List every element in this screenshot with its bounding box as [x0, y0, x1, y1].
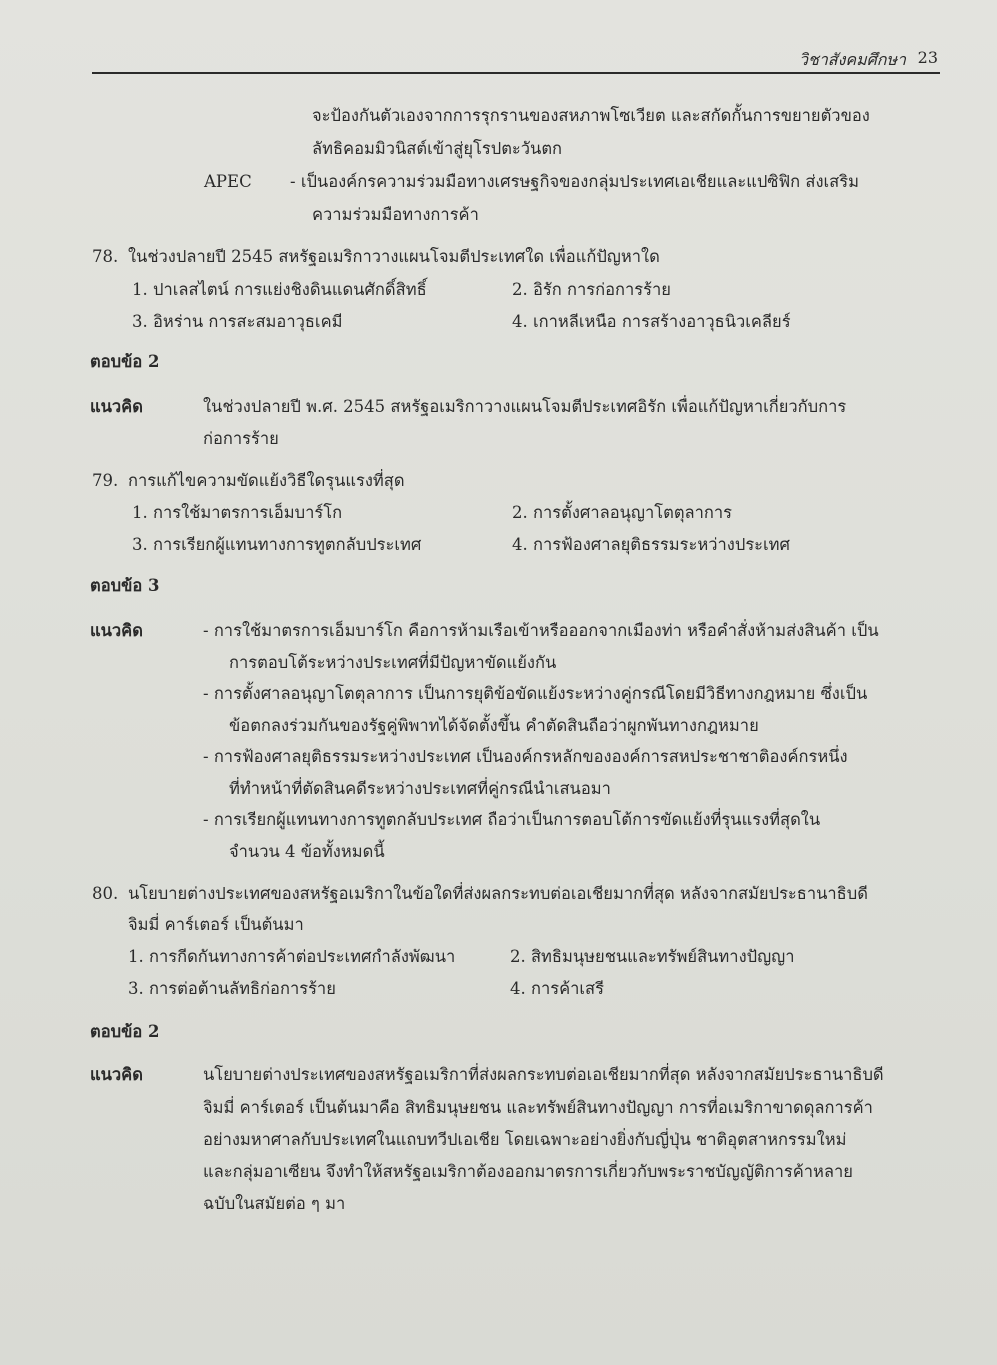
q79-explain-line-7: - การเรียกผู้แทนทางการทูตกลับประเทศ ถือว่าเป็นการตอบโต้การขัดแย้งที่รุนแรงที่สุดใน — [203, 810, 821, 829]
apec-line-2: ความร่วมมือทางการค้า — [312, 205, 479, 224]
q80-explain-line-1: นโยบายต่างประเทศของสหรัฐอเมริกาที่ส่งผลกระทบต่อเอเชียมากที่สุด หลังจากสมัยประธานาธิบดี — [203, 1065, 884, 1084]
q79-explain-line-2: การตอบโต้ระหว่างประเทศที่มีปัญหาขัดแย้งกัน — [229, 653, 557, 672]
q78-explain-line-2: ก่อการร้าย — [203, 429, 279, 448]
q79-explain-label: แนวคิด — [90, 621, 143, 640]
q79-explain-line-8: จำนวน 4 ข้อทั้งหมดนี้ — [229, 842, 385, 861]
intro-line-2: ลัทธิคอมมิวนิสต์เข้าสู่ยุโรปตะวันตก — [312, 139, 563, 158]
q79-question: การแก้ไขความขัดแย้งวิธีใดรุนแรงที่สุด — [128, 471, 405, 490]
q79-option-3: 3. การเรียกผู้แทนทางการทูตกลับประเทศ — [132, 535, 422, 554]
q80-explain-line-5: ฉบับในสมัยต่อ ๆ มา — [203, 1194, 346, 1213]
q78-option-1: 1. ปาเลสไตน์ การแย่งชิงดินแดนศักดิ์สิทธิ์ — [132, 280, 427, 299]
q78-explain-label: แนวคิด — [90, 397, 143, 416]
q78-answer: ตอบข้อ 2 — [90, 352, 160, 371]
q79-explain-line-4: ข้อตกลงร่วมกันของรัฐคู่พิพาทได้จัดตั้งขึ้น คำตัดสินถือว่าผูกพันทางกฎหมาย — [229, 716, 759, 735]
q78-option-2: 2. อิรัก การก่อการร้าย — [512, 280, 671, 299]
q78-number: 78. — [92, 247, 119, 266]
q80-answer: ตอบข้อ 2 — [90, 1022, 160, 1041]
q80-question-line-2: จิมมี่ คาร์เตอร์ เป็นต้นมา — [128, 915, 304, 934]
q79-explain-line-3: - การตั้งศาลอนุญาโตตุลาการ เป็นการยุติข้อขัดแย้งระหว่างคู่กรณีโดยมีวิธีทางกฎหมาย ซึ่งเป็น — [203, 684, 868, 703]
q79-number: 79. — [92, 471, 119, 490]
q80-option-1: 1. การกีดกันทางการค้าต่อประเทศกำลังพัฒนา — [128, 947, 456, 966]
apec-line-1: - เป็นองค์กรความร่วมมือทางเศรษฐกิจของกลุ่มประเทศเอเชียและแปซิฟิก ส่งเสริม — [290, 172, 859, 191]
q80-explain-line-3: อย่างมหาศาลกับประเทศในแถบทวีปเอเชีย โดยเฉพาะอย่างยิ่งกับญี่ปุ่น ชาติอุตสาหกรรมใหม่ — [203, 1130, 847, 1149]
q79-option-1: 1. การใช้มาตรการเอ็มบาร์โก — [132, 503, 343, 522]
page-number: 23 — [917, 48, 938, 67]
q78-option-3: 3. อิหร่าน การสะสมอาวุธเคมี — [132, 312, 343, 331]
q80-question-line-1: นโยบายต่างประเทศของสหรัฐอเมริกาในข้อใดที่ส่งผลกระทบต่อเอเชียมากที่สุด หลังจากสมัยประธานาธิบดี — [128, 884, 868, 903]
q80-number: 80. — [92, 884, 119, 903]
q78-option-4: 4. เกาหลีเหนือ การสร้างอาวุธนิวเคลียร์ — [512, 312, 791, 331]
page-header — [92, 44, 940, 74]
q80-option-4: 4. การค้าเสรี — [510, 979, 604, 998]
q78-question: ในช่วงปลายปี 2545 สหรัฐอเมริกาวางแผนโจมตีประเทศใด เพื่อแก้ปัญหาใด — [128, 247, 660, 266]
q79-explain-line-1: - การใช้มาตรการเอ็มบาร์โก คือการห้ามเรือเข้าหรือออกจากเมืองท่า หรือคำสั่งห้ามส่งสินค้า เป็น — [203, 621, 879, 640]
q78-explain-line-1: ในช่วงปลายปี พ.ศ. 2545 สหรัฐอเมริกาวางแผนโจมตีประเทศอิรัก เพื่อแก้ปัญหาเกี่ยวกับการ — [203, 397, 847, 416]
q80-option-2: 2. สิทธิมนุษยชนและทรัพย์สินทางปัญญา — [510, 947, 795, 966]
header-title: วิชาสังคมศึกษา — [798, 50, 906, 69]
q79-explain-line-5: - การฟ้องศาลยุติธรรมระหว่างประเทศ เป็นองค์กรหลักขององค์การสหประชาชาติองค์กรหนึ่ง — [203, 747, 848, 766]
apec-label: APEC — [204, 172, 252, 191]
intro-line-1: จะป้องกันตัวเองจากการรุกรานของสหภาพโซเวียต และสกัดกั้นการขยายตัวของ — [312, 106, 870, 125]
q80-option-3: 3. การต่อต้านลัทธิก่อการร้าย — [128, 979, 336, 998]
q79-answer: ตอบข้อ 3 — [90, 576, 160, 595]
q80-explain-line-2: จิมมี่ คาร์เตอร์ เป็นต้นมาคือ สิทธิมนุษยชน และทรัพย์สินทางปัญญา การที่อเมริกาขาดดุลการค้า — [203, 1098, 873, 1117]
q80-explain-label: แนวคิด — [90, 1065, 143, 1084]
q79-option-2: 2. การตั้งศาลอนุญาโตตุลาการ — [512, 503, 733, 522]
q79-explain-line-6: ที่ทำหน้าที่ตัดสินคดีระหว่างประเทศที่คู่กรณีนำเสนอมา — [229, 779, 611, 798]
q80-explain-line-4: และกลุ่มอาเซียน จึงทำให้สหรัฐอเมริกาต้องออกมาตรการเกี่ยวกับพระราชบัญญัติการค้าหลาย — [203, 1162, 853, 1181]
q79-option-4: 4. การฟ้องศาลยุติธรรมระหว่างประเทศ — [512, 535, 791, 554]
